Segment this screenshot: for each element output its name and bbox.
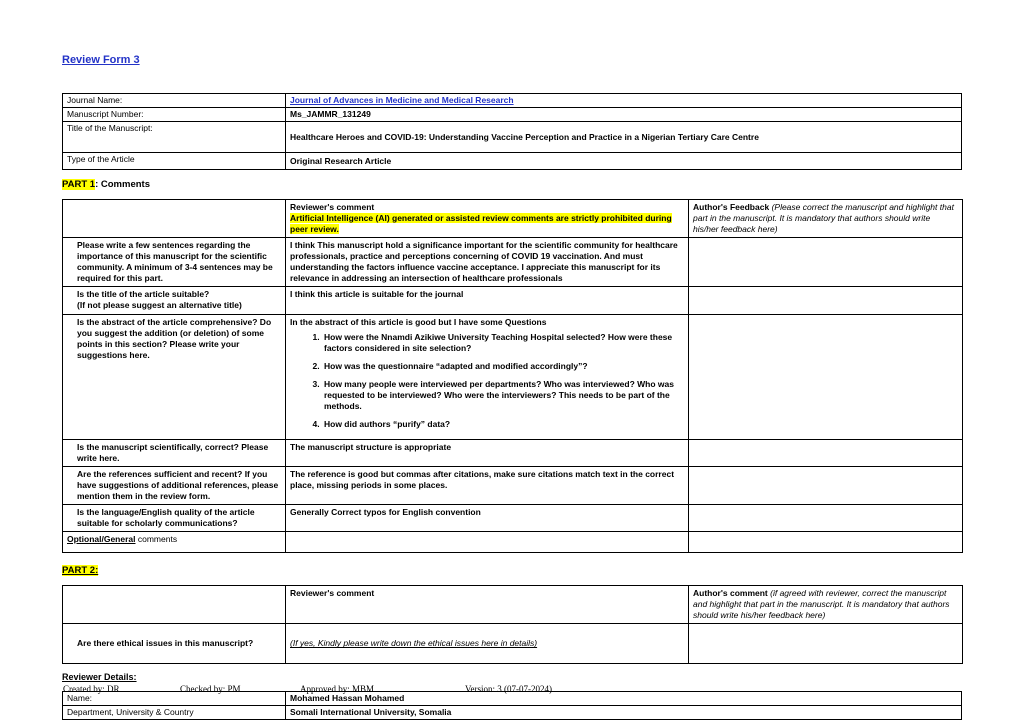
table-row [63, 624, 963, 664]
table-row [63, 586, 963, 624]
abstract-comment-intro: In the abstract of this article is good but I have some Questions [290, 316, 547, 327]
ethical-issues-reviewer-comment[interactable] [286, 624, 689, 664]
optional-comments-label [63, 532, 286, 553]
part1-heading-highlight: PART 1 [62, 179, 96, 191]
page-title: Review Form 3 [62, 54, 140, 66]
part2-comments-table [62, 585, 963, 664]
part1-heading [62, 179, 962, 190]
reviewer-name-label: Name: [63, 692, 286, 706]
reviewer-details-heading: Reviewer Details: [62, 672, 137, 683]
part1-comments-table [62, 199, 963, 553]
manuscript-meta-table [62, 93, 962, 170]
table-row [63, 122, 962, 153]
author-feedback-header-label: Author's Feedback [693, 202, 770, 213]
part1-author-feedback-header [689, 200, 963, 238]
reviewer-department-value: Somali International University, Somalia [286, 706, 962, 720]
journal-name-link[interactable]: Journal of Advances in Medicine and Medical Research [290, 95, 514, 105]
table-row [63, 153, 962, 170]
table-row [63, 532, 963, 553]
author-comment-header-note: (if agreed with reviewer, correct the manuscript and highlight that part in the manuscript. It is mandatory that authors should write his/her feedback here) [693, 588, 950, 621]
part2-heading-highlight: PART 2: [62, 565, 99, 577]
part2-header-empty-cell [63, 586, 286, 624]
reviewer-details-table [62, 691, 962, 720]
reviewer-comment-header-label: Reviewer's comment [290, 202, 375, 213]
author-comment-header-label: Author's comment [693, 588, 768, 599]
references-reviewer-comment: The reference is good but commas after citations, make sure citations match text in the correct place, missing periods in some places. [286, 466, 689, 504]
journal-name-label: Journal Name: [63, 94, 286, 108]
manuscript-number-label: Manuscript Number: [63, 108, 286, 122]
table-row [63, 200, 963, 238]
reviewer-department-label: Department, University & Country [63, 706, 286, 720]
abstract-author-feedback-cell[interactable] [689, 314, 963, 439]
table-row [63, 108, 962, 122]
author-feedback-header-note: (Please correct the manuscript and highlight that part in the manuscript. It is mandatory that authors should write his/her feedback here) [693, 202, 954, 235]
importance-question: Please write a few sentences regarding the importance of this manuscript for the scientific community. A minimum of 3-4 sentences may be required for this part. [63, 238, 286, 287]
optional-reviewer-comment-cell[interactable] [286, 532, 689, 553]
table-row [63, 238, 963, 287]
table-row [63, 314, 963, 439]
abstract-question-list [290, 332, 684, 430]
table-row [63, 466, 963, 504]
title-suitable-question-line1: Is the title of the article suitable? [77, 289, 210, 300]
table-row [63, 505, 963, 532]
footer-approved-by: Approved by: MBM [300, 684, 374, 694]
footer-checked-by: Checked by: PM [180, 684, 241, 694]
reviewer-name-value: Mohamed Hassan Mohamed [286, 692, 962, 706]
abstract-question-item: 3. How many people were interviewed per departments? Who was interviewed? Who was requested to be interviewed? Who were the interviewers? This needs to be part of the methods. [322, 379, 684, 412]
title-suitable-question-line2: (If not please suggest an alternative title) [77, 300, 242, 311]
importance-reviewer-comment: I think This manuscript hold a significance important for the scientific community for healthcare professionals, practice and perceptions concerning of COVID 19 vaccination. And must understanding the factors influence vaccine acceptance. I appreciate this manuscript for its relevance in addressing an intersection of healthcare professionals [286, 238, 689, 287]
ethical-issues-question: Are there ethical issues in this manuscript? [63, 624, 286, 664]
manuscript-number-value: Ms_JAMMR_131249 [286, 108, 962, 122]
language-reviewer-comment: Generally Correct typos for English convention [286, 505, 689, 532]
scientific-author-feedback-cell[interactable] [689, 439, 963, 466]
footer-created-by: Created by: DR [63, 684, 120, 694]
title-suitable-reviewer-comment: I think this article is suitable for the journal [286, 287, 689, 314]
ethical-issues-note: (If yes, Kindly please write down the ethical issues here in details) [290, 638, 538, 649]
abstract-question-item: 2. How was the questionnaire “adapted and modified accordingly”? [322, 361, 684, 372]
table-row [63, 94, 962, 108]
abstract-question: Is the abstract of the article comprehensive? Do you suggest the addition (or deletion) of some points in this section? Please write your suggestions here. [63, 314, 286, 439]
abstract-question-item: 4. How did authors “purify” data? [322, 419, 684, 430]
ethical-issues-author-comment-cell[interactable] [689, 624, 963, 664]
references-question: Are the references sufficient and recent? If you have suggestions of additional references, please mention them in the review form. [63, 466, 286, 504]
part2-reviewer-comment-header: Reviewer's comment [286, 586, 689, 624]
manuscript-title-label: Title of the Manuscript: [63, 122, 286, 153]
title-suitable-author-feedback-cell[interactable] [689, 287, 963, 314]
scientific-question: Is the manuscript scientifically, correct? Please write here. [63, 439, 286, 466]
importance-author-feedback-cell[interactable] [689, 238, 963, 287]
references-author-feedback-cell[interactable] [689, 466, 963, 504]
manuscript-title-value: Healthcare Heroes and COVID-19: Understanding Vaccine Perception and Practice in a Nigerian Tertiary Care Centre [286, 122, 962, 153]
scientific-reviewer-comment: The manuscript structure is appropriate [286, 439, 689, 466]
part2-heading [62, 565, 962, 576]
abstract-reviewer-comment [286, 314, 689, 439]
part1-header-empty-cell [63, 200, 286, 238]
footer-version: Version: 3 (07-07-2024) [465, 684, 552, 694]
language-author-feedback-cell[interactable] [689, 505, 963, 532]
table-row [63, 439, 963, 466]
article-type-label: Type of the Article [63, 153, 286, 170]
ai-prohibition-notice: Artificial Intelligence (AI) generated or assisted review comments are strictly prohibited during peer review. [290, 213, 672, 235]
part1-reviewer-comment-header [286, 200, 689, 238]
title-suitable-question [63, 287, 286, 314]
abstract-question-item: 1. How were the Nnamdi Azikiwe University Teaching Hospital selected? How were these factors considered in site selection? [322, 332, 684, 354]
document-content [62, 0, 962, 720]
optional-author-feedback-cell[interactable] [689, 532, 963, 553]
part2-author-comment-header [689, 586, 963, 624]
optional-comments-label-rest: comments [135, 534, 178, 545]
part1-heading-rest: : Comments [95, 179, 150, 191]
language-question: Is the language/English quality of the article suitable for scholarly communications? [63, 505, 286, 532]
table-row [63, 287, 963, 314]
optional-comments-label-underlined: Optional/General [67, 534, 136, 545]
article-type-value: Original Research Article [286, 153, 962, 170]
table-row [63, 706, 962, 720]
